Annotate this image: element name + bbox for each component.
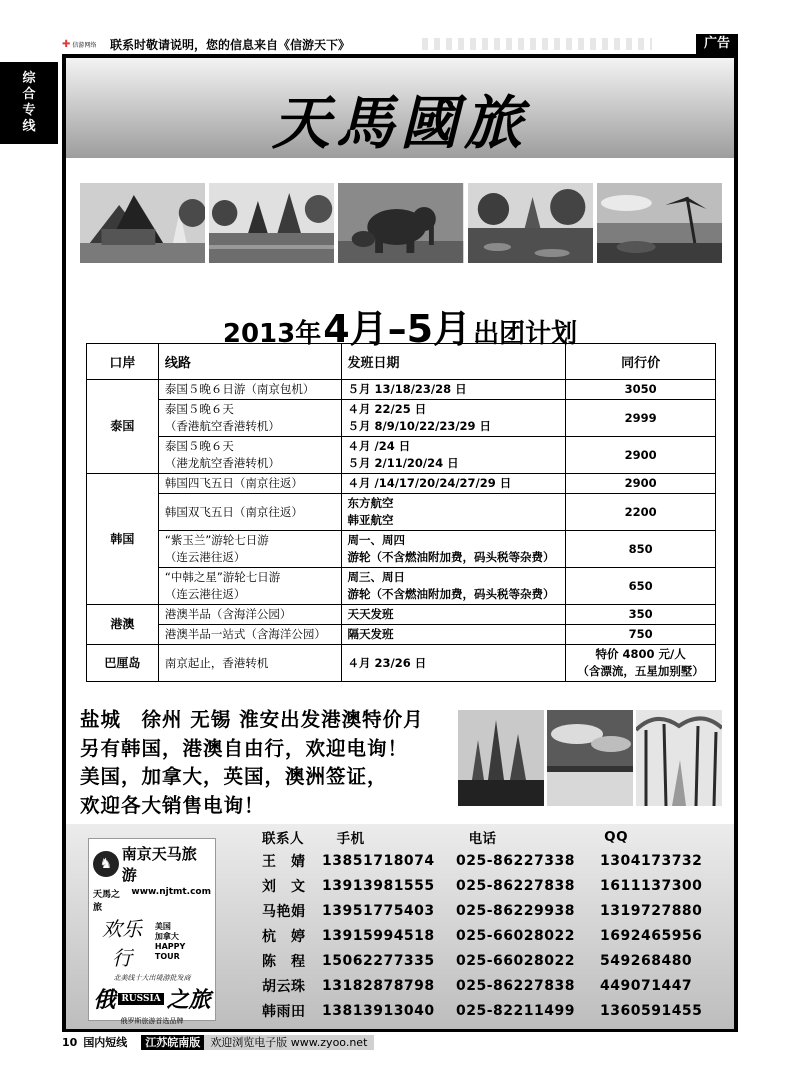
route-line: 韩国四飞五日（南京往返）	[164, 476, 303, 490]
price-cell: 2900	[566, 437, 716, 474]
contact-qq: 549268480	[600, 952, 693, 969]
contact-row	[262, 948, 722, 973]
njtmt-url: www.njtmt.com	[131, 887, 211, 897]
contact-mobile: 13915994518	[322, 927, 435, 944]
njtmt-brand: 天馬之旅	[93, 890, 121, 913]
table-row	[87, 474, 716, 494]
contact-mobile: 13851718074	[322, 852, 435, 869]
route-cell	[158, 625, 341, 645]
contact-row	[262, 973, 722, 998]
price-cell: 750	[566, 625, 716, 645]
ruins-photo	[209, 183, 334, 263]
contact-qq: 449071447	[600, 977, 693, 994]
brand-title: 天馬國旅	[271, 89, 528, 157]
section-label: 国内短线	[83, 1036, 128, 1049]
route-line: 港澳半品（含海洋公园）	[164, 607, 292, 621]
table-header-row	[87, 344, 716, 380]
destination-photos	[80, 183, 722, 263]
russia-tour-logo	[93, 983, 211, 1026]
lotus-pond-photo	[468, 183, 593, 263]
side-tab-char: 合	[22, 87, 36, 102]
date-line: ５月 13/18/23/28 日	[347, 382, 467, 396]
source-notice: 联系时敬请说明，您的信息来自《信游天下》	[110, 37, 351, 52]
contact-header-qq: QQ	[604, 829, 629, 845]
route-cell	[158, 474, 341, 494]
route-cell	[158, 380, 341, 400]
contact-phone: 025-86227838	[456, 977, 575, 994]
table-row	[87, 645, 716, 682]
price-cell: 650	[566, 568, 716, 605]
price-line: （含漂流，五星加别墅）	[577, 664, 704, 678]
route-cell	[158, 437, 341, 474]
date-line: 韩亚航空	[347, 513, 394, 527]
contact-row	[262, 923, 722, 948]
beach-photo	[597, 183, 722, 263]
contact-phone: 025-82211499	[456, 1002, 575, 1019]
brand-header	[66, 58, 734, 158]
table-row	[87, 437, 716, 474]
contact-name: 刘 文	[262, 878, 306, 895]
plan-months: 4月–5月	[323, 307, 472, 351]
route-line: “紫玉兰”游轮七日游	[164, 533, 269, 547]
contact-header-mobile: 手机	[336, 831, 365, 847]
dates-cell	[341, 474, 566, 494]
route-line: 泰国５晚６天	[164, 439, 234, 453]
table-row	[87, 625, 716, 645]
top-bar	[62, 34, 738, 54]
route-cell	[158, 531, 341, 568]
route-line: 韩国双飞五日（南京往返）	[164, 504, 303, 519]
dates-cell	[341, 380, 566, 400]
route-line: 泰国５晚６日游（南京包机）	[164, 382, 315, 396]
contact-name: 王 婧	[262, 853, 306, 870]
plan-suffix: 出团计划	[473, 319, 578, 349]
russia-tour-middle: RUSSIA	[118, 993, 163, 1005]
side-tab-char: 专	[22, 103, 36, 118]
njtmt-logo	[93, 843, 211, 913]
date-line: ４月 /14/17/20/24/27/29 日	[347, 476, 512, 490]
route-line: 港澳半品一站式（含海洋公园）	[164, 627, 326, 641]
date-line: 周三、周日	[347, 570, 405, 584]
happy-tour-slogan: 北美线十大出境游批发商	[113, 974, 191, 982]
schedule-table	[86, 343, 716, 682]
happy-tour-logo	[93, 913, 211, 983]
publisher-logo-text: 信游网络	[72, 41, 97, 49]
dates-cell	[341, 645, 566, 682]
price-cell	[566, 645, 716, 682]
dates-cell	[341, 437, 566, 474]
price-line: 特价 4800 元/人	[595, 647, 686, 661]
contact-qq: 1360591455	[600, 1002, 703, 1019]
date-line: ５月 2/11/20/24 日	[347, 456, 459, 470]
price-cell: 2200	[566, 494, 716, 531]
contact-header-row	[262, 826, 722, 848]
col-header-route: 线路	[158, 344, 341, 380]
date-line: ５月 8/9/10/22/23/29 日	[347, 419, 492, 433]
dates-cell	[341, 625, 566, 645]
contact-header-phone: 电话	[468, 831, 497, 847]
contact-mobile: 13913981555	[322, 877, 435, 894]
date-line: 隔天发班	[347, 627, 394, 641]
port-cell: 韩国	[87, 474, 159, 605]
contact-phone: 025-66028022	[456, 927, 575, 944]
contact-name: 马艳娟	[262, 903, 306, 920]
route-cell	[158, 400, 341, 437]
star-icon: ✚	[62, 38, 71, 50]
dates-cell	[341, 531, 566, 568]
table-row	[87, 494, 716, 531]
side-tab-char: 线	[22, 119, 36, 134]
route-line: （港龙航空香港转机）	[164, 456, 280, 470]
city-skyline-photo	[547, 710, 633, 806]
promo-photos	[458, 710, 722, 806]
route-cell	[158, 568, 341, 605]
table-row	[87, 400, 716, 437]
elephant-photo	[338, 183, 463, 263]
e-edition-link[interactable]: 欢迎浏览电子版 www.zyoo.net	[204, 1035, 374, 1050]
date-line: ４月 23/26 日	[347, 655, 427, 670]
price-cell: 2999	[566, 400, 716, 437]
date-line: 天天发班	[347, 607, 394, 621]
col-header-port: 口岸	[87, 344, 159, 380]
col-header-dates: 发班日期	[341, 344, 566, 380]
contact-mobile: 15062277335	[322, 952, 435, 969]
route-line: （连云港往返）	[164, 587, 246, 601]
promo-line: 欢迎各大销售电询！	[80, 793, 265, 817]
contact-phone: 025-86227838	[456, 877, 575, 894]
happy-tour-line: HAPPY TOUR	[154, 942, 186, 961]
route-line: 泰国５晚６天	[164, 402, 234, 416]
russia-tour-right: 之旅	[166, 987, 211, 1013]
col-header-price: 同行价	[566, 344, 716, 380]
promo-line: 另有韩国，港澳自由行，欢迎电询！	[80, 736, 409, 760]
plan-year: 2013年	[222, 319, 322, 349]
contact-phone: 025-66028022	[456, 952, 575, 969]
port-cell: 港澳	[87, 605, 159, 645]
date-line: 周一、周四	[347, 533, 405, 547]
contact-name: 胡云珠	[262, 978, 306, 995]
date-line: ４月 /24 日	[347, 439, 411, 453]
horse-icon: ♞	[93, 851, 119, 877]
route-cell	[158, 494, 341, 531]
partner-logos	[88, 838, 216, 1025]
contact-qq: 1611137300	[600, 877, 703, 894]
decorative-checker	[422, 38, 652, 50]
contact-mobile: 13813913040	[322, 1002, 435, 1019]
edition-badge: 江苏皖南版	[141, 1035, 204, 1050]
tree-road-photo	[636, 710, 722, 806]
route-cell	[158, 645, 341, 682]
section-side-tab	[0, 62, 58, 144]
date-line: ４月 22/25 日	[347, 402, 427, 416]
contact-row	[262, 998, 722, 1023]
date-line: 东方航空	[347, 496, 394, 510]
contact-mobile: 13951775403	[322, 902, 435, 919]
contact-row	[262, 898, 722, 923]
price-cell: 350	[566, 605, 716, 625]
dates-cell	[341, 568, 566, 605]
happy-tour-line: 美国	[154, 922, 171, 931]
route-line: （连云港往返）	[164, 550, 246, 564]
date-line: 游轮（不含燃油附加费，码头税等杂费）	[347, 587, 555, 601]
dates-cell	[341, 400, 566, 437]
contact-name: 陈 程	[262, 953, 306, 970]
contact-row	[262, 848, 722, 873]
promo-line: 美国，加拿大，英国，澳洲签证，	[80, 765, 388, 788]
contact-name: 杭 婷	[262, 928, 306, 945]
page-number: 10	[62, 1035, 78, 1049]
russia-tour-slogan: 俄罗斯旅游首选品牌	[120, 1017, 184, 1025]
publisher-logo	[62, 37, 100, 51]
port-cell: 巴厘岛	[87, 645, 159, 682]
route-line: （香港航空香港转机）	[164, 419, 280, 433]
happy-tour-mark: 欢乐行	[101, 917, 142, 970]
page-footer	[62, 1034, 738, 1050]
russia-tour-left: 俄	[93, 987, 116, 1013]
contact-list	[262, 826, 722, 1023]
njtmt-name: 南京天马旅游	[121, 845, 197, 884]
contact-mobile: 13182878798	[322, 977, 435, 994]
price-cell: 2900	[566, 474, 716, 494]
side-tab-char: 综	[22, 71, 36, 86]
promo-line: 盐城 徐州 无锡 淮安出发港澳特价月	[80, 708, 424, 731]
dates-cell	[341, 605, 566, 625]
table-row	[87, 605, 716, 625]
contact-phone: 025-86229938	[456, 902, 575, 919]
table-row	[87, 531, 716, 568]
temple-photo	[80, 183, 205, 263]
route-line: 南京起止，香港转机	[164, 655, 269, 670]
contact-row	[262, 873, 722, 898]
table-row	[87, 380, 716, 400]
price-cell: 850	[566, 531, 716, 568]
dates-cell	[341, 494, 566, 531]
route-line: “中韩之星”游轮七日游	[164, 570, 281, 584]
contact-qq: 1304173732	[600, 852, 703, 869]
contact-qq: 1692465956	[600, 927, 703, 944]
contact-phone: 025-86227338	[456, 852, 575, 869]
date-line: 游轮（不含燃油附加费，码头税等杂费）	[347, 550, 555, 564]
table-row	[87, 568, 716, 605]
port-cell: 泰国	[87, 380, 159, 474]
promo-text	[80, 706, 460, 820]
ad-tag: 广告	[696, 34, 738, 54]
contact-qq: 1319727880	[600, 902, 703, 919]
contact-header-name: 联系人	[262, 831, 304, 847]
price-cell: 3050	[566, 380, 716, 400]
contact-name: 韩雨田	[262, 1003, 306, 1020]
happy-tour-line: 加拿大	[154, 932, 179, 941]
castle-photo	[458, 710, 544, 806]
route-cell	[158, 605, 341, 625]
